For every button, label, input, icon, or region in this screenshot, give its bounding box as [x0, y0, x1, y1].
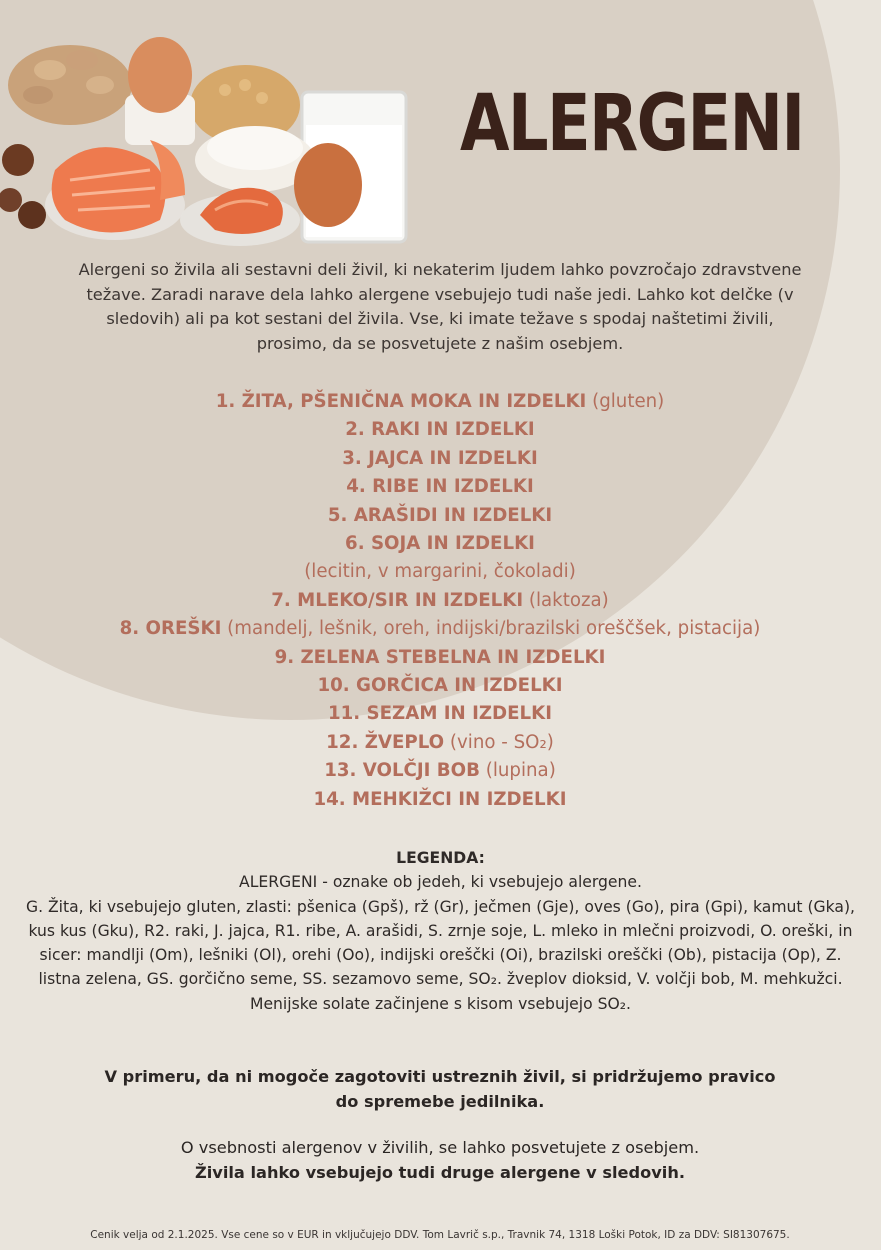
allergen-name: 3. JAJCA IN IZDELKI: [342, 447, 538, 469]
list-item: [20, 757, 860, 785]
list-item: [20, 416, 860, 444]
list-item: [20, 672, 860, 700]
list-item: [20, 644, 860, 672]
allergen-name: 6. SOJA IN IZDELKI: [345, 533, 535, 555]
allergen-name: 2. RAKI IN IZDELKI: [345, 419, 535, 441]
allergen-name: 12. ŽVEPLO: [326, 731, 445, 753]
allergen-list: [20, 388, 860, 814]
allergen-name: 1. ŽITA, PŠENIČNA MOKA IN IZDELKI: [215, 391, 587, 412]
allergen-name: 14. MEHKIŽCI IN IZDELKI: [313, 788, 567, 810]
legend-title: LEGENDA:: [396, 849, 485, 867]
allergen-name: 5. ARAŠIDI IN IZDELKI: [327, 504, 553, 526]
notice-line: do spremebe jedilnika.: [335, 1091, 545, 1111]
list-item: [20, 786, 860, 814]
consult-note: [60, 1136, 820, 1185]
list-item: [20, 473, 860, 501]
list-item: [20, 530, 860, 558]
list-item: [20, 729, 860, 757]
legend-intro: ALERGENI - oznake ob jedeh, ki vsebujejo alergene.: [239, 873, 642, 892]
allergen-name: 7. MLEKO/SIR IN IZDELKI: [271, 589, 524, 611]
allergen-note: (gluten): [586, 391, 665, 412]
footer-text: Cenik velja od 2.1.2025. Vse cene so v EUR in vključujejo DDV. Tom Lavrič s.p., Travnik 74, 1318 Loški Potok, ID za DDV: SI81307675.: [90, 1229, 790, 1241]
list-item: [20, 502, 860, 530]
allergen-name: 10. GORČICA IN IZDELKI: [317, 675, 563, 697]
allergen-note: (vino - SO₂): [444, 731, 554, 753]
list-item: [20, 558, 860, 586]
consult-traces-line: Živila lahko vsebujejo tudi druge alergene v sledovih.: [195, 1162, 685, 1182]
menu-change-notice: [60, 1065, 820, 1114]
consult-line: O vsebnosti alergenov v živilih, se lahko posvetujete z osebjem.: [180, 1138, 700, 1157]
legend-body: G. Žita, ki vsebujejo gluten, zlasti: pšenica (Gpš), rž (Gr), ječmen (Gje), oves (Go), pira (Gpi), kamut (Gka), kus kus (Gku), R2. raki, J. jajca, R1. ribe, A. arašidi, S. zrnje soje, L. mleko in mlečni proizvodi, O. oreški, in sicer: mandlji (Om), lešniki (Ol), orehi (Oo), indijski oreščki (Oi), brazilski oreščki (Ob), pistacija (Op), Z. listna zelena, GS. gorčično seme, SS. sezamovo seme, SO₂. žveplov dioksid, V. volčji bob, M. mehkužci.: [26, 897, 855, 989]
allergen-note: (mandelj, lešnik, oreh, indijski/brazilski oreščšek, pistacija): [221, 618, 761, 640]
allergen-name: 8. OREŠKI: [119, 618, 222, 640]
allergen-note: (laktoza): [523, 589, 609, 611]
list-item: [20, 587, 860, 615]
allergen-name: 13. VOLČJI BOB: [324, 760, 480, 782]
list-item: [20, 615, 860, 643]
page-title: ALERGENI: [460, 79, 804, 169]
legend-salads: Menijske solate začinjene s kisom vsebujejo SO₂.: [250, 994, 631, 1013]
notice-line: V primeru, da ni mogoče zagotoviti ustreznih živil, si pridržujemo pravico: [104, 1067, 776, 1086]
allergen-foods-illustration: [0, 30, 420, 250]
allergen-name: 11. SEZAM IN IZDELKI: [327, 703, 552, 725]
allergen-name: 9. ZELENA STEBELNA IN IZDELKI: [274, 646, 606, 668]
list-item: [20, 388, 860, 416]
list-item: [20, 700, 860, 728]
list-item: [20, 445, 860, 473]
allergen-note: (lecitin, v margarini, čokoladi): [304, 561, 576, 583]
allergen-note: (lupina): [479, 760, 556, 782]
intro-text: Alergeni so živila ali sestavni deli živil, ki nekaterim ljudem lahko povzročajo zdravstvene težave. Zaradi narave dela lahko alergene vsebujejo tudi naše jedi. Lahko kot delčke (v sledovih) ali pa kot sestani del živila. Vse, ki imate težave s spodaj naštetimi živili, prosimo, da se posvetujete z našim osebjem.: [78, 260, 802, 353]
legend: [18, 846, 863, 1016]
allergen-name: 4. RIBE IN IZDELKI: [346, 476, 534, 498]
